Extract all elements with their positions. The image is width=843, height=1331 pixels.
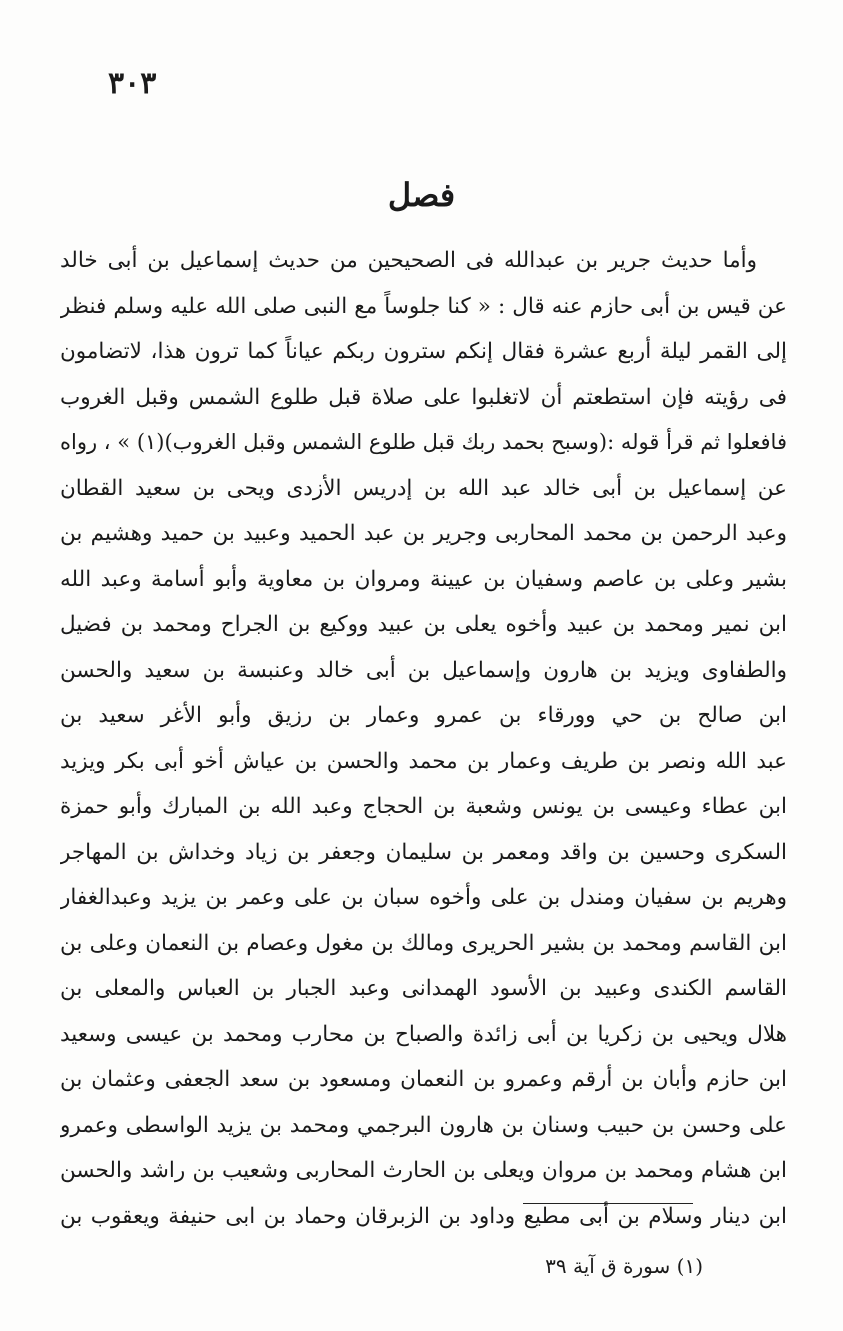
text-line: ابن عطاء وعيسى بن يونس وشعبة بن الحجاج وعبد الله بن المبارك وأبو حمزة [60, 794, 787, 819]
text-line: وهريم بن سفيان ومندل بن على وأخوه سبان بن على وعمر بن يزيد وعبدالغفار [60, 885, 787, 910]
text-line: ابن هشام ومحمد بن مروان ويعلى بن الحارث المحاربى وشعيب بن راشد والحسن [60, 1158, 787, 1183]
text-line: ابن حازم وأبان بن أرقم وعمرو بن النعمان ومسعود بن سعد الجعفى وعثمان بن [60, 1067, 787, 1092]
text-line: ابن صالح بن حي وورقاء بن عمرو وعمار بن رزيق وأبو الأغر سعيد بن [60, 703, 787, 728]
text-line: بشير وعلى بن عاصم وسفيان بن عيينة ومروان بن معاوية وأبو أسامة وعبد الله [60, 566, 787, 592]
text-line: السكرى وحسين بن واقد ومعمر بن سليمان وجعفر بن زياد وخداش بن المهاجر [60, 839, 787, 865]
footnote: (١) سورة ق آية ٣٩ [545, 1254, 703, 1278]
page-number: ٣٠٣ [108, 66, 157, 101]
section-heading: فصل [387, 176, 456, 214]
text-line: ابن دينار وسلام بن أبى مطيع وداود بن الزبرقان وحماد بن ابى حنيفة ويعقوب بن [60, 1203, 787, 1229]
text-line: والطفاوى ويزيد بن هارون وإسماعيل بن أبى خالد وعنبسة بن سعيد والحسن [60, 657, 787, 683]
text-line: ابن نمير ومحمد بن عبيد وأخوه يعلى بن عبيد ووكيع بن الجراح ومحمد بن فضيل [60, 612, 787, 637]
text-line: وأما حديث جرير بن عبدالله فى الصحيحين من حديث إسماعيل بن أبى خالد [60, 248, 757, 273]
text-line: عبد الله ونصر بن طريف وعمار بن محمد والحسن بن عياش أخو أبى بكر ويزيد [60, 748, 787, 774]
text-line: على وحسن بن حبيب وسنان بن هارون البرجمي ومحمد بن يزيد الواسطى وعمرو [60, 1112, 787, 1138]
body-text [60, 238, 787, 1239]
text-line: القاسم الكندى وعبيد بن الأسود الهمدانى وعبد الجبار بن العباس والمعلى بن [60, 976, 787, 1001]
text-line: فافعلوا ثم قرأ قوله :(وسبح بحمد ربك قبل طلوع الشمس وقبل الغروب)(١) » ، رواه [60, 430, 787, 454]
text-line: فى رؤيته فإن استطعتم أن لاتغلبوا على صلاة قبل طلوع الشمس وقبل الغروب [60, 384, 787, 410]
text-line: عن إسماعيل بن أبى خالد عبد الله بن إدريس الأزدى ويحى بن سعيد القطان [60, 475, 787, 501]
text-line: وعبد الرحمن بن محمد المحاربى وجرير بن عبد الحميد وعبيد بن حميد وهشيم بن [60, 521, 787, 546]
text-line: عن قيس بن أبى حازم عنه قال : « كنا جلوساً مع النبى صلى الله عليه وسلم فنظر [60, 293, 787, 319]
text-line: هلال ويحيى بن زكريا بن أبى زائدة والصباح بن محارب ومحمد بن عيسى وسعيد [60, 1021, 787, 1047]
footnote-divider [523, 1203, 693, 1204]
text-line: ابن القاسم ومحمد بن بشير الحريرى ومالك بن مغول وعصام بن النعمان وعلى بن [60, 930, 787, 956]
text-line: إلى القمر ليلة أربع عشرة فقال إنكم سترون ربكم عياناً كما ترون هذا، لاتضامون [60, 339, 787, 364]
